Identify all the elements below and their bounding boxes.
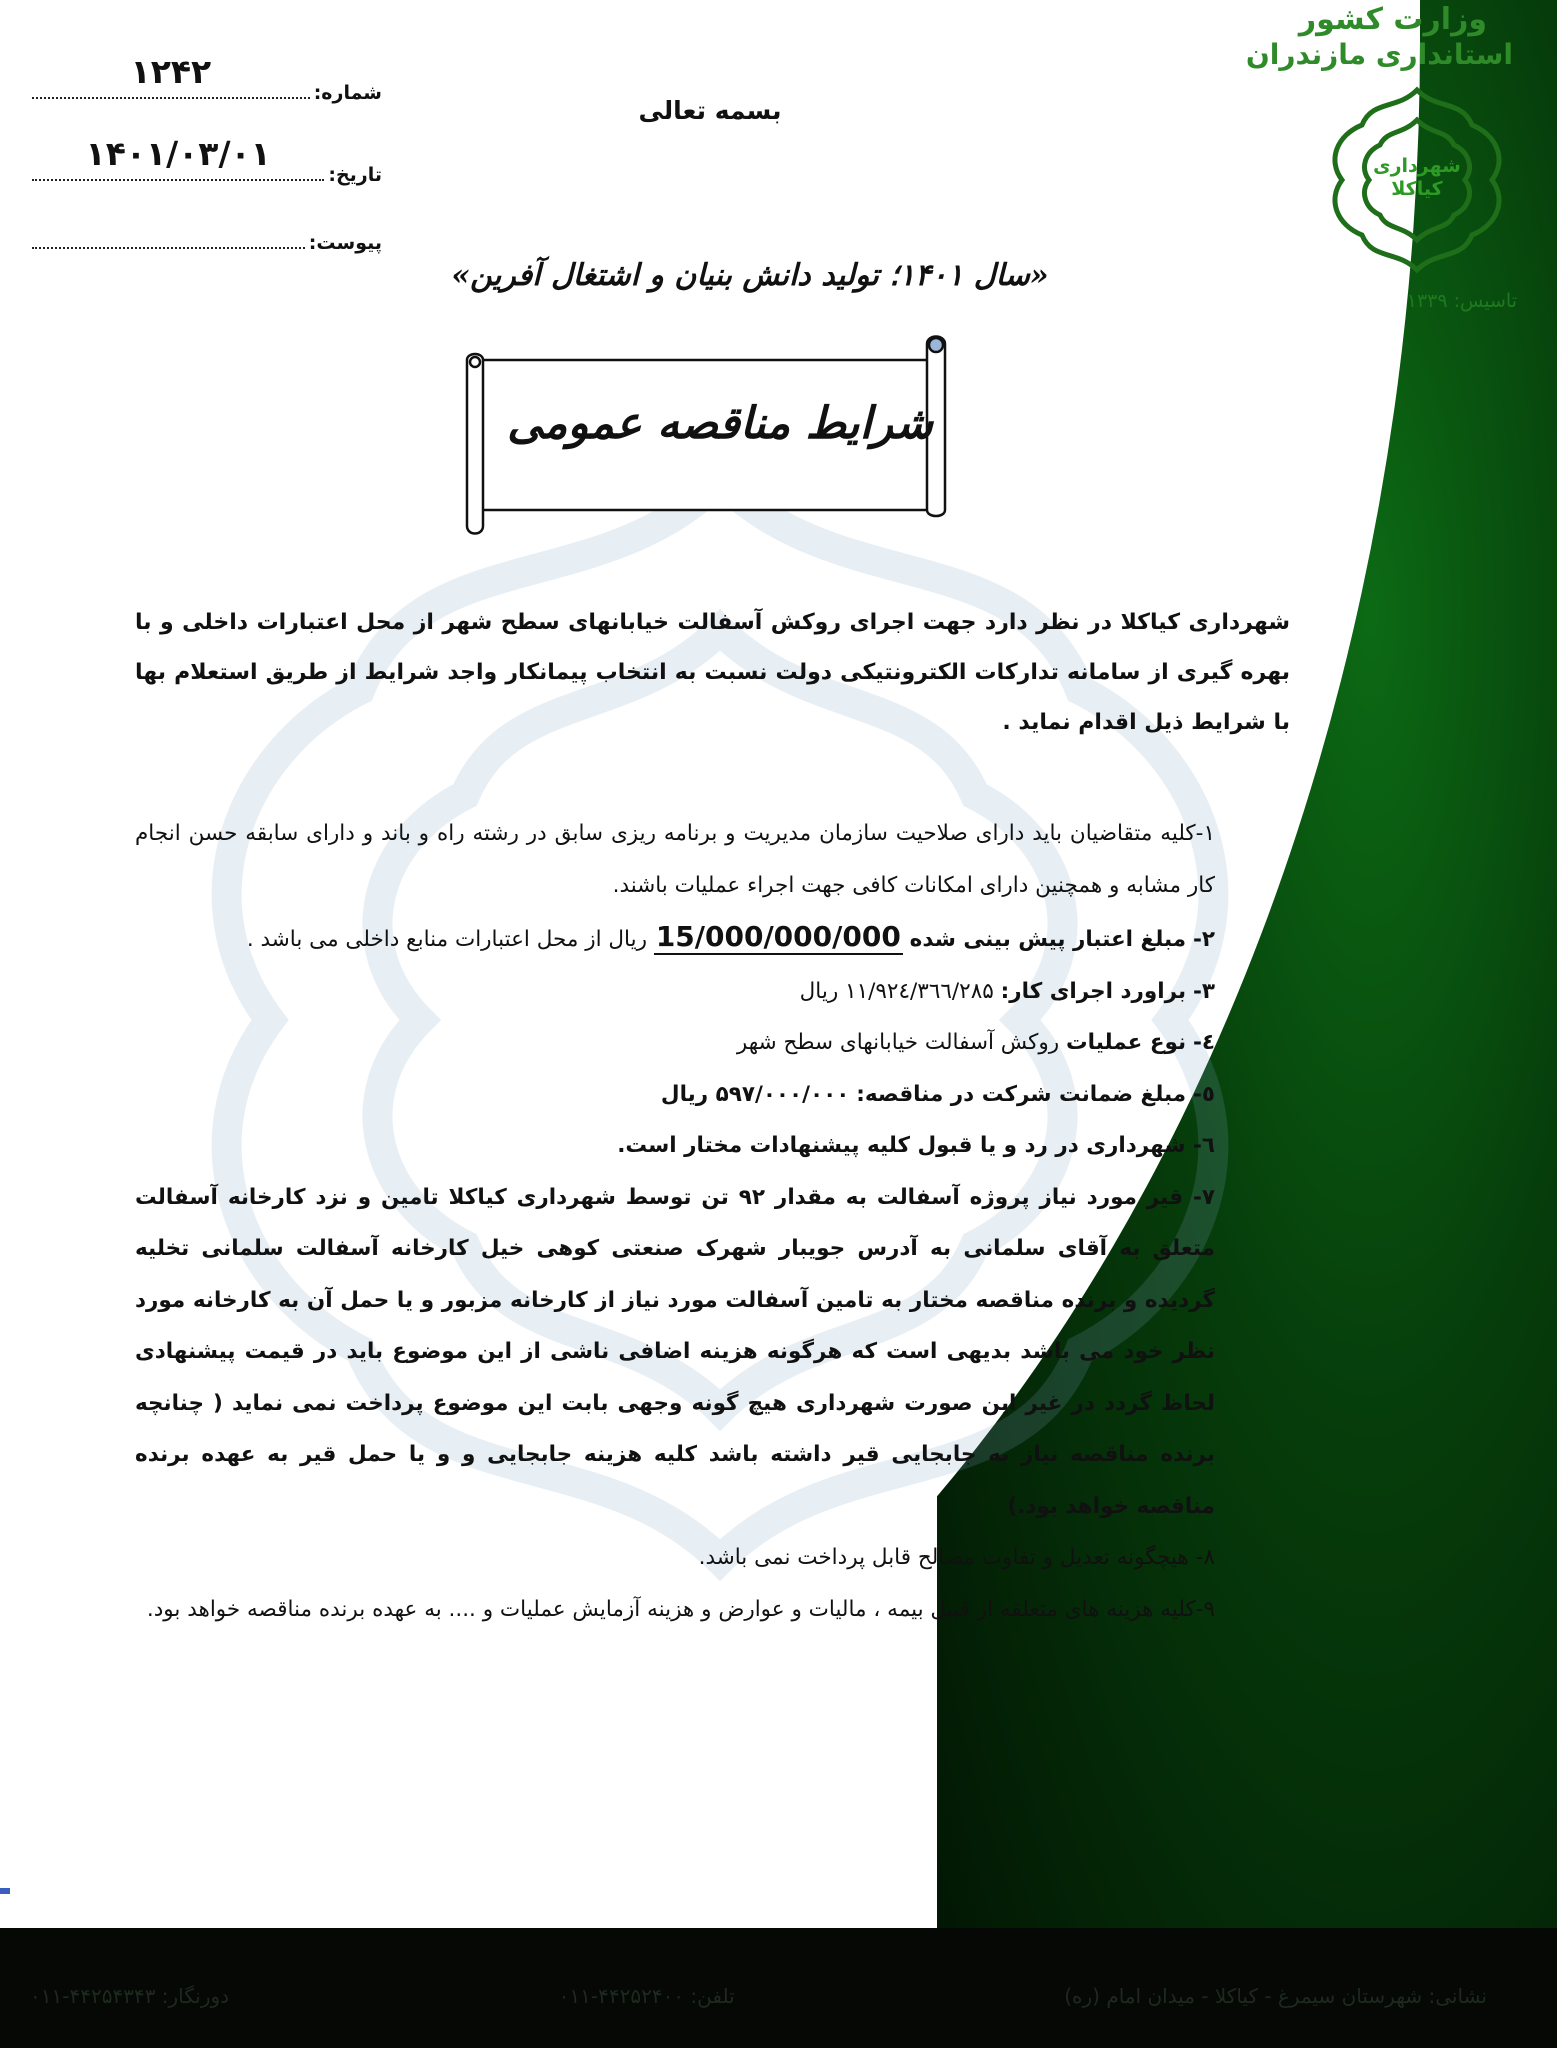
condition-item-7: ۷- قیر مورد نیاز پروژه آسفالت به مقدار ۹۲ تن توسط شهرداری کیاکلا تامین و نزد کارخانه آسفالت متعلق به آقای سلمانی به آدرس جویبار شهرک صنعتی کوهی خیل کارخانه آسفالت سلمانی تخلیه گردیده و برنده مناقصه مختار به تامین آسفالت مورد نیاز از کارخانه مزبور و یا حمل آن به کارخانه مورد نظر خود می باشد بدیهی است که هرگونه هزینه اضافی ناشی از این موضوع باید در قیمت پیشنهادی لحاظ گردد در غیر این صورت شهرداری هیچ گونه وجهی بابت این موضوع پرداخت نمی نماید ( چنانچه برنده مناقصه نیاز به جابجایی قیر داشته باشد کلیه هزینه جابجایی و و یا حمل قیر به عهده برنده مناقصه خواهد بود.) [135,1184,1215,1519]
number-field [32,52,382,104]
number-dots [32,52,310,99]
item-2-number: ۲- [1192,927,1215,952]
item-5-value: ۵۹۷/۰۰۰/۰۰۰ ریال [660,1081,850,1107]
item-4-label: نوع عملیات [1066,1030,1187,1055]
governorate-heading: استانداری مازندران [1245,38,1513,71]
condition-item-2 [135,911,1215,966]
condition-item-3 [135,966,1215,1018]
date-field [32,134,382,186]
item-5-number: ٥- [1192,1081,1215,1107]
footer-contact [0,1984,1557,2008]
conditions-list [135,808,1215,1635]
logo-line-1: شهرداری [1373,155,1461,177]
footer-address: نشانی: شهرستان سیمرغ - کیاکلا - میدان امام (ره) [1064,1984,1487,2008]
condition-item-4 [135,1017,1215,1069]
item-3-number: ۳- [1192,978,1215,1004]
bismillah-heading: بسمه تعالی [638,96,782,125]
attachment-field [32,232,382,254]
item-2-post: ریال از محل اعتبارات منابع داخلی می باشد . [246,927,647,952]
condition-item-8: ۸- هیچگونه تعدیل و تفاوت مصالح قابل پرداخت نمی باشد. [698,1545,1215,1570]
condition-item-9: ۹-کلیه هزینه های متعلقه از قبیل بیمه ، مالیات و عوارض و هزینه آزمایش عملیات و .... به عهده برنده مناقصه خواهد بود. [146,1596,1215,1622]
condition-item-1: ۱-کلیه متقاضیان باید دارای صلاحیت سازمان مدیریت و برنامه ریزی سابق در رشته راه و باند و دارای سابقه حسن انجام کار مشابه و همچنین دارای امکانات کافی جهت اجراء عملیات باشند. [135,821,1215,898]
condition-item-6: ٦- شهرداری در رد و یا قبول کلیه پیشنهادات مختار است. [617,1133,1215,1158]
item-5-label: مبلغ ضمانت شرکت در مناقصه: [856,1081,1187,1107]
edge-mark [0,1888,10,1894]
document-title: شرایط مناقصه عمومی [507,398,933,449]
footer-fax: دورنگار: ۴۴۲۵۴۳۴۳-۰۱۱ [30,1984,230,2008]
footer-phone: تلفن: ۴۴۲۵۲۴۰۰-۰۱۱ [558,1984,735,2008]
number-value: ۱۲۴۲ [130,52,212,91]
item-4-number: ٤- [1192,1030,1215,1055]
logo-line-2: کیاکلا [1391,177,1443,200]
logo-caption [1372,155,1462,201]
item-2-pre: مبلغ اعتبار پیش بینی شده [909,927,1187,952]
date-label: تاریخ: [328,164,382,186]
intro-paragraph: شهرداری کیاکلا در نظر دارد جهت اجرای روکش آسفالت خیابانهای سطح شهر از محل اعتبارات داخلی و با بهره گیری از سامانه تدارکات الکترونتیکی دولت نسبت به انتخاب پیمانکار واجد شرایط از طریق استعلام بها با شرایط ذیل اقدام نماید . [135,610,1290,735]
attachment-dots [32,246,305,249]
date-value: ۱۴۰۱/۰۳/۰۱ [85,134,271,173]
item-3-label: براورد اجرای کار: [1000,978,1187,1004]
ministry-heading: وزارت کشور [1298,2,1487,37]
item-3-value: ۱۱/۹۲٤/۳٦٦/۲۸۵ ریال [799,978,994,1004]
item-4-value: روکش آسفالت خیابانهای سطح شهر [736,1030,1060,1055]
item-2-amount: 15/000/000/000 [655,920,901,953]
attachment-label: پیوست: [308,232,382,254]
year-slogan: «سال ۱۴۰۱؛ تولید دانش بنیان و اشتغال آفرین» [451,258,1049,293]
founded-year: تاسیس: ۱۳۳۹ [1406,290,1517,312]
date-dots [32,134,324,181]
number-label: شماره: [313,82,382,104]
condition-item-5 [135,1069,1215,1121]
